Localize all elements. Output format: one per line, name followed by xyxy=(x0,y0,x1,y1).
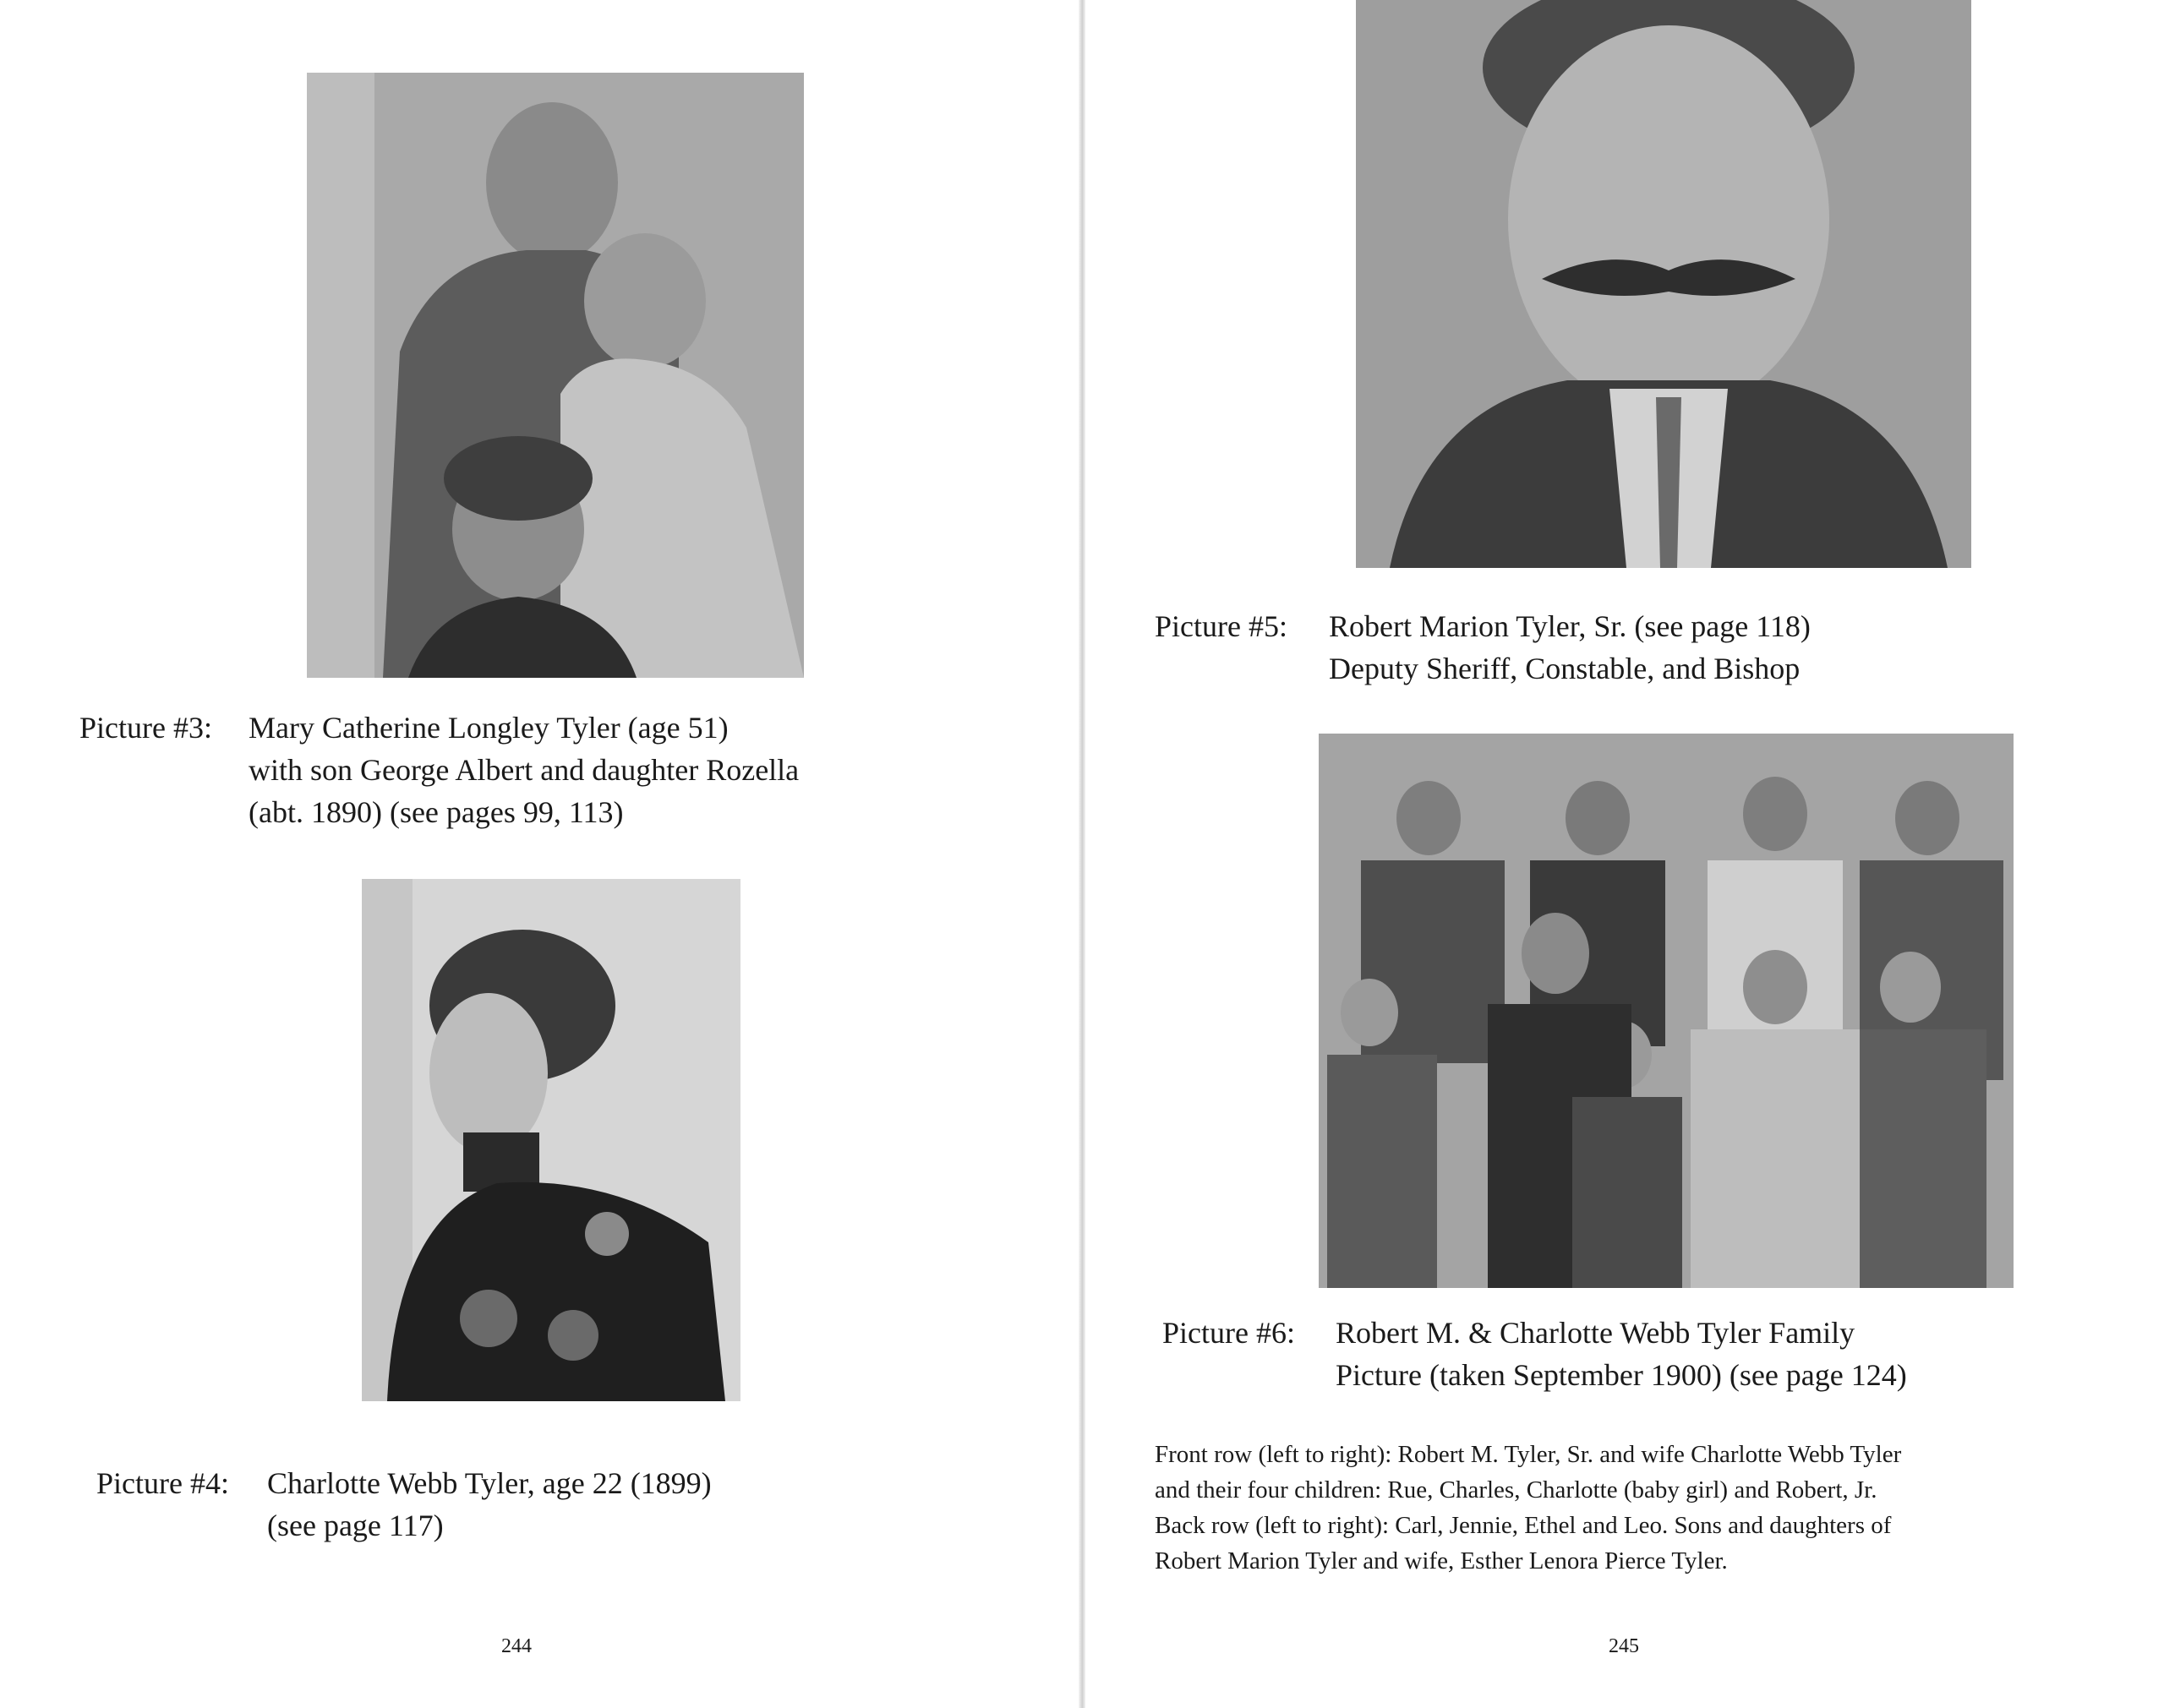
caption-label: Picture #6: xyxy=(1162,1316,1295,1350)
caption-line: Charlotte Webb Tyler, age 22 (1899) xyxy=(267,1466,712,1500)
photo-picture-3 xyxy=(307,73,804,678)
notes-line: and their four children: Rue, Charles, Charlotte (baby girl) and Robert, Jr. xyxy=(1155,1476,1877,1503)
caption-label: Picture #3: xyxy=(79,711,212,745)
page-number-left: 244 xyxy=(501,1635,532,1657)
caption-text xyxy=(267,1462,712,1547)
caption-text xyxy=(249,707,799,833)
caption-line: Mary Catherine Longley Tyler (age 51) xyxy=(249,711,729,745)
page-number-right: 245 xyxy=(1609,1635,1639,1657)
notes-line: Back row (left to right): Carl, Jennie, Ethel and Leo. Sons and daughters of xyxy=(1155,1512,1892,1539)
caption-picture-6 xyxy=(1162,1312,1907,1396)
caption-text xyxy=(1329,605,1811,690)
caption-line: (abt. 1890) (see pages 99, 113) xyxy=(249,795,624,829)
photo-picture-5 xyxy=(1356,0,1971,568)
notes-line: Robert Marion Tyler and wife, Esther Lenora Pierce Tyler. xyxy=(1155,1547,1728,1574)
caption-picture-4 xyxy=(96,1462,712,1547)
caption-line: (see page 117) xyxy=(267,1509,444,1542)
caption-label: Picture #5: xyxy=(1155,609,1287,643)
notes-line: Front row (left to right): Robert M. Tyler, Sr. and wife Charlotte Webb Tyler xyxy=(1155,1441,1902,1468)
caption-picture-3 xyxy=(79,707,799,833)
photo-picture-4 xyxy=(362,879,740,1401)
caption-line: Deputy Sheriff, Constable, and Bishop xyxy=(1329,652,1801,685)
family-notes xyxy=(1155,1437,2110,1579)
photo-picture-6 xyxy=(1319,734,2014,1288)
caption-line: Robert Marion Tyler, Sr. (see page 118) xyxy=(1329,609,1811,643)
caption-label: Picture #4: xyxy=(96,1466,229,1500)
caption-text xyxy=(1336,1312,1907,1396)
caption-line: with son George Albert and daughter Rozella xyxy=(249,753,800,787)
caption-line: Picture (taken September 1900) (see page 124) xyxy=(1336,1358,1907,1392)
caption-picture-5 xyxy=(1155,605,1811,690)
caption-line: Robert M. & Charlotte Webb Tyler Family xyxy=(1336,1316,1855,1350)
book-gutter xyxy=(1079,0,1085,1708)
